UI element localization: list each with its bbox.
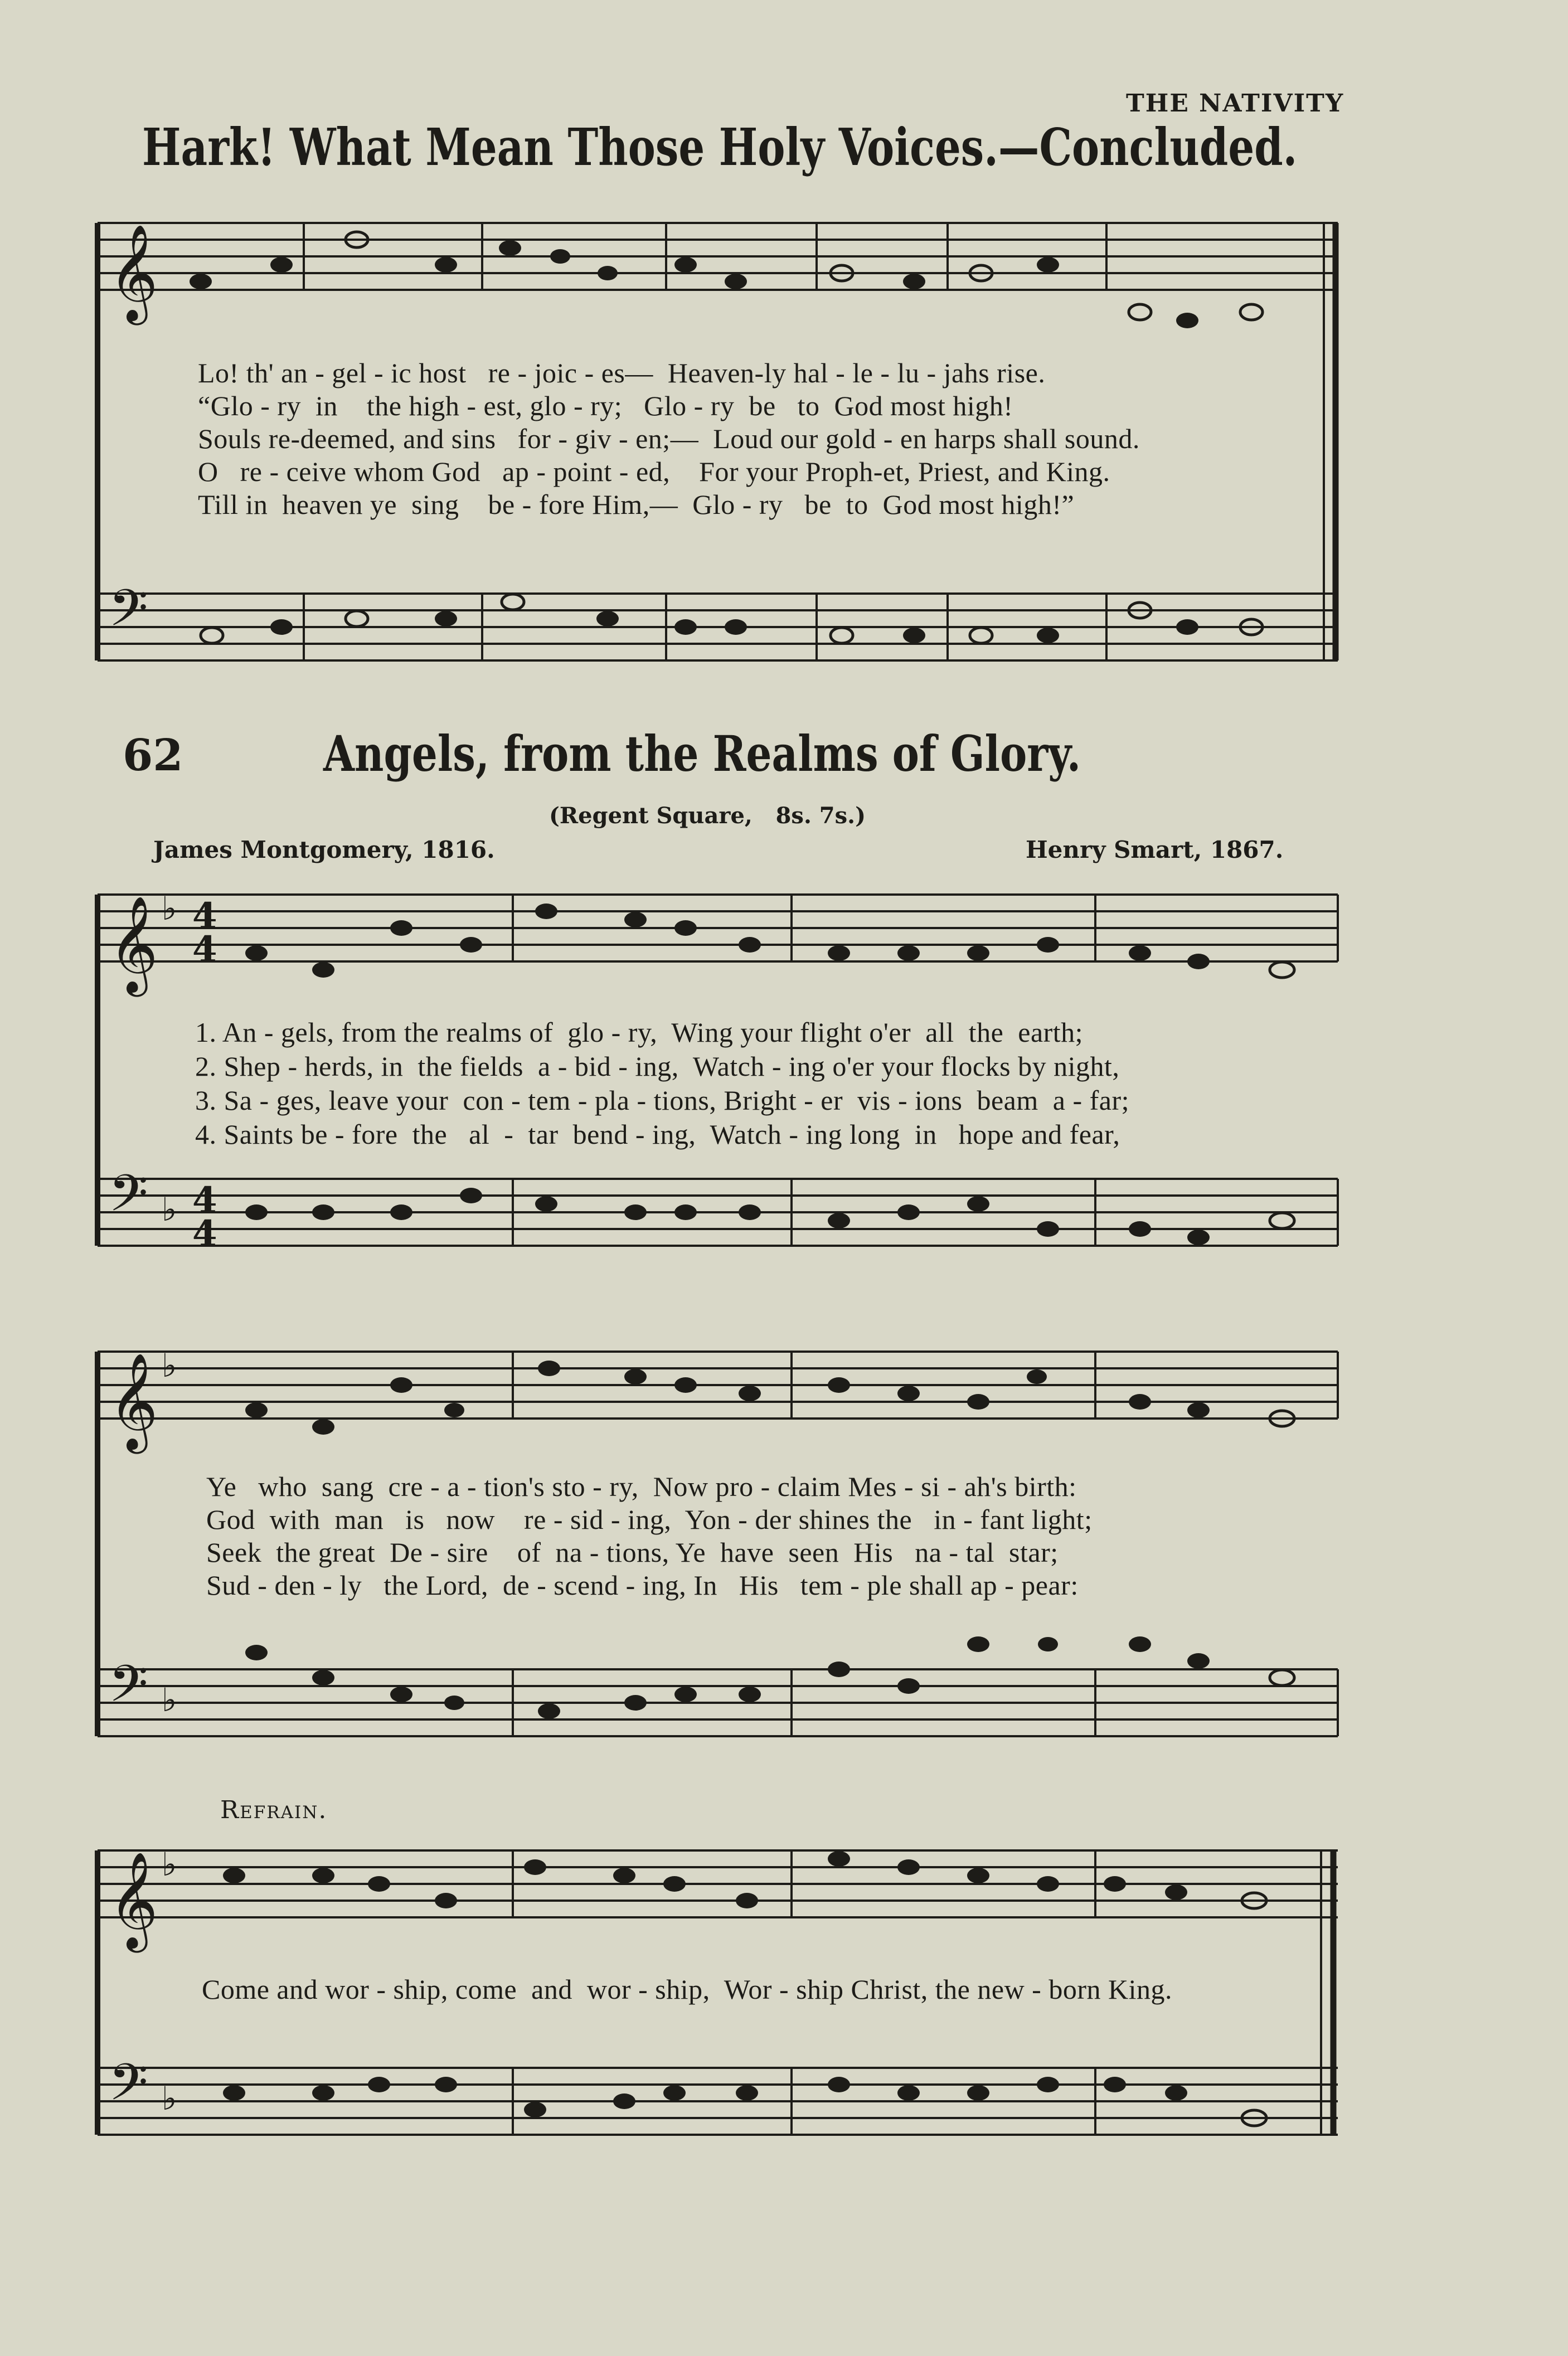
verses-line1	[195, 1016, 1129, 1152]
hymn-title: Angels, from the Realms of Glory.	[323, 725, 1081, 783]
svg-text:4: 4	[192, 895, 217, 937]
verse-2-line2: God with man is now re - sid - ing, Yon - der shines the in - fant light;	[206, 1504, 1093, 1535]
verse-4-line2: Sud - den - ly the Lord, de - scend - ing, In His tem - ple shall ap - pear:	[206, 1570, 1079, 1601]
svg-text:♭: ♭	[162, 890, 177, 927]
svg-text:4: 4	[192, 929, 217, 970]
svg-text:𝄞: 𝄞	[109, 224, 158, 321]
svg-text:𝄞: 𝄞	[109, 1353, 158, 1450]
verse-4-line1: 4. Saints be - fore the al - tar bend - ing, Watch - ing long in hope and fear,	[195, 1119, 1120, 1150]
svg-text:𝄢: 𝄢	[109, 2053, 148, 2124]
composer-credit: Henry Smart, 1867.	[1026, 836, 1284, 863]
svg-text:♭: ♭	[162, 2080, 177, 2117]
refrain-label: Refrain.	[220, 1796, 328, 1824]
author-credit: James Montgomery, 1816.	[153, 836, 495, 863]
svg-text:♭: ♭	[162, 1191, 177, 1228]
svg-text:𝄞: 𝄞	[109, 1852, 158, 1949]
verse-3-line2: Seek the great De - sire of na - tions, Ye have seen His na - tal star;	[206, 1537, 1059, 1568]
section-label: THE NATIVITY	[1126, 89, 1344, 118]
tune-name: (Regent Square, 8s. 7s.)	[549, 803, 866, 829]
verse-1-line1: 1. An - gels, from the realms of glo - ry, Wing your flight o'er all the earth;	[195, 1017, 1084, 1048]
svg-text:𝄞: 𝄞	[109, 896, 158, 993]
verses-line2	[206, 1470, 1093, 1602]
svg-text:4: 4	[192, 1213, 217, 1255]
prev-verse-3: Souls re-deemed, and sins for - giv - en;— Loud our gold - en harps shall sound.	[198, 423, 1140, 454]
svg-text:♭: ♭	[162, 1347, 177, 1385]
svg-text:𝄢: 𝄢	[109, 579, 148, 650]
verse-2-line1: 2. Shep - herds, in the fields a - bid - ing, Watch - ing o'er your flocks by night,	[195, 1051, 1120, 1082]
verse-1-line2: Ye who sang cre - a - tion's sto - ry, Now pro - claim Mes - si - ah's birth:	[206, 1471, 1077, 1502]
prev-verse-5: Till in heaven ye sing be - fore Him,— Glo - ry be to God most high!”	[198, 489, 1075, 520]
verse-3-line1: 3. Sa - ges, leave your con - tem - pla - tions, Bright - er vis - ions beam a - far;	[195, 1085, 1129, 1116]
hymn-number: 62	[123, 730, 183, 781]
prev-verse-1: Lo! th' an - gel - ic host re - joic - es— Heaven-ly hal - le - lu - jahs rise.	[198, 357, 1046, 388]
svg-text:𝄢: 𝄢	[109, 1164, 148, 1235]
svg-text:4: 4	[192, 1179, 217, 1221]
prev-verse-4: O re - ceive whom God ap - point - ed, For your Proph-et, Priest, and King.	[198, 456, 1110, 487]
prev-hymn-title: Hark! What Mean Those Holy Voices.—Concluded.	[142, 117, 1298, 177]
prev-verse-2: “Glo - ry in the high - est, glo - ry; Glo - ry be to God most high!	[198, 390, 1013, 421]
svg-text:𝄢: 𝄢	[109, 1654, 148, 1726]
refrain-text: Come and wor - ship, come and wor - ship, Wor - ship Christ, the new - born King.	[202, 1974, 1172, 2005]
svg-text:♭: ♭	[162, 1845, 177, 1883]
svg-text:♭: ♭	[162, 1681, 177, 1719]
